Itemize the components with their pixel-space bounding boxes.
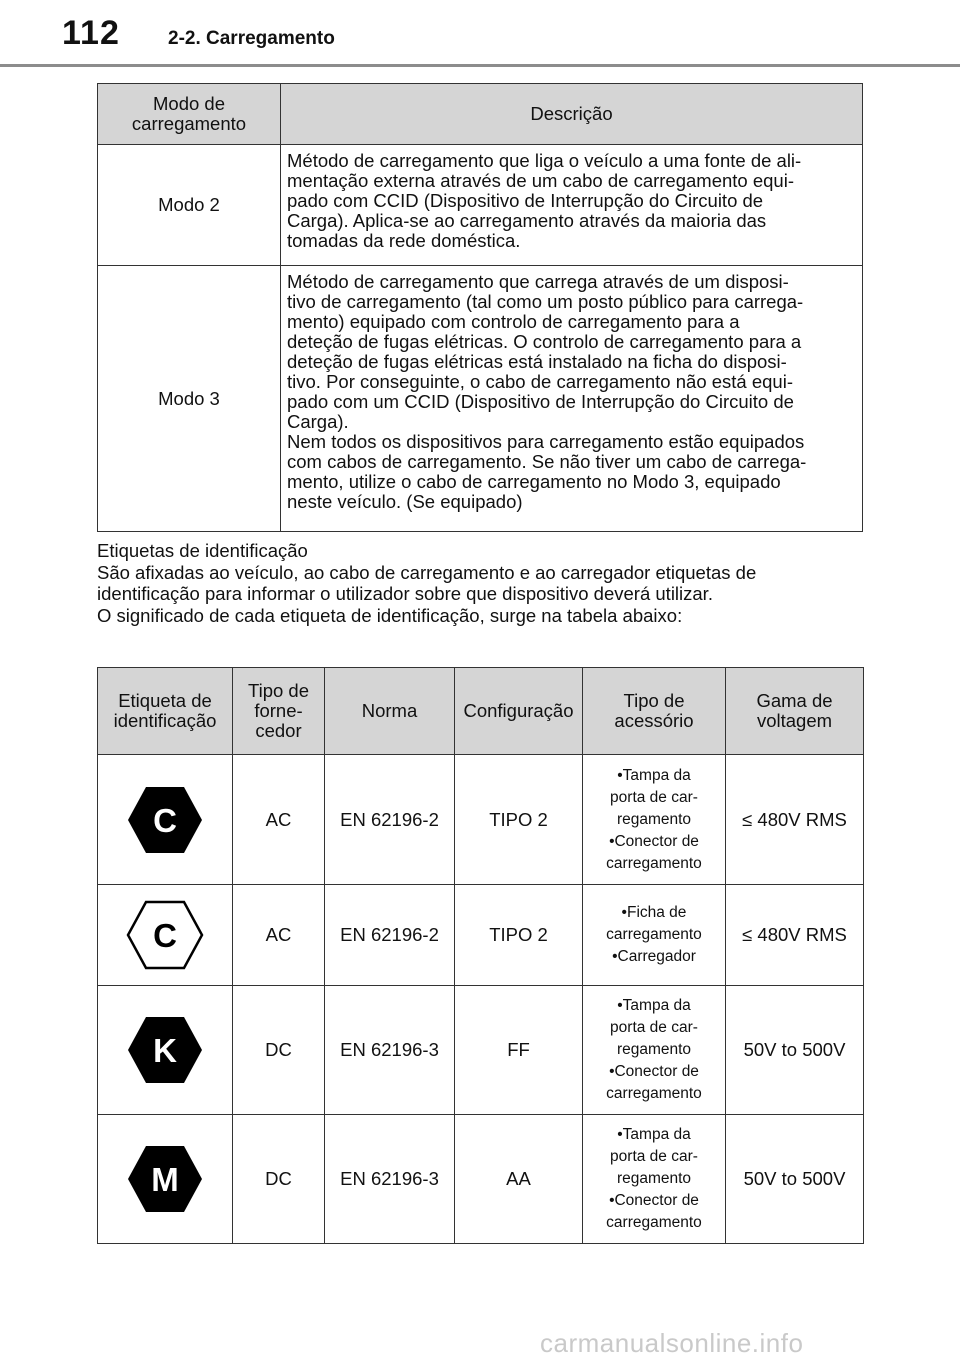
hexagon-filled-m-icon	[126, 1144, 204, 1214]
configuration-cell: AA	[455, 1115, 583, 1244]
svg-text:C: C	[153, 801, 177, 839]
section-title: 2-2. Carregamento	[168, 28, 335, 49]
mode-cell: Modo 3	[98, 266, 281, 532]
identification-labels-paragraph	[97, 540, 877, 626]
voltage-cell: 50V to 500V	[726, 986, 864, 1115]
table-header-row	[98, 84, 863, 145]
column-header-standard: Norma	[325, 668, 455, 755]
description-line: com cabos de carregamento. Se não tiver um cabo de carrega-	[287, 451, 807, 472]
description-line: mentação externa através de um cabo de carregamento equi-	[287, 170, 794, 191]
supply-type-cell: DC	[233, 986, 325, 1115]
configuration-cell: TIPO 2	[455, 885, 583, 986]
voltage-cell: ≤ 480V RMS	[726, 885, 864, 986]
paragraph-line: São afixadas ao veículo, ao cabo de carregamento e ao carregador etiquetas de	[97, 561, 757, 583]
hexagon-filled-k-icon	[126, 1015, 204, 1085]
table-row	[98, 145, 863, 266]
configuration-cell: FF	[455, 986, 583, 1115]
table-row	[98, 1115, 864, 1244]
configuration-cell: TIPO 2	[455, 755, 583, 885]
header-divider	[0, 64, 960, 67]
column-header-description: Descrição	[281, 84, 863, 145]
column-header-accessory-type: Tipo de acessório	[583, 668, 726, 755]
description-line: deteção de fugas elétricas. O controlo de carregamento para a	[287, 331, 802, 352]
standard-cell: EN 62196-3	[325, 1115, 455, 1244]
description-line: Carga).	[287, 411, 349, 432]
hexagon-filled-c-icon	[126, 785, 204, 855]
standard-cell: EN 62196-3	[325, 986, 455, 1115]
accessory-cell: •Tampa da porta de car- regamento •Conector de carregamento	[583, 986, 726, 1115]
charging-mode-table	[97, 83, 863, 532]
standard-cell: EN 62196-2	[325, 885, 455, 986]
paragraph-line: O significado de cada etiqueta de identificação, surge na tabela abaixo:	[97, 604, 683, 626]
paragraph-line: identificação para informar o utilizador sobre que dispositivo deverá utilizar.	[97, 583, 713, 604]
description-line: neste veículo. (Se equipado)	[287, 491, 523, 512]
page-number: 112	[62, 14, 120, 52]
description-cell	[281, 145, 863, 266]
table-row	[98, 986, 864, 1115]
description-line: tomadas da rede doméstica.	[287, 230, 521, 251]
svg-text:C: C	[153, 917, 177, 954]
column-header-configuration: Configuração	[455, 668, 583, 755]
table-header-row	[98, 668, 864, 755]
identification-label-table	[97, 667, 864, 1244]
description-line: Método de carregamento que liga o veículo a uma fonte de ali-	[287, 150, 802, 171]
label-cell	[98, 986, 233, 1115]
table-row	[98, 266, 863, 532]
watermark: carmanualsonline.info	[540, 1328, 804, 1358]
label-cell	[98, 1115, 233, 1244]
label-cell	[98, 885, 233, 986]
mode-cell: Modo 2	[98, 145, 281, 266]
label-cell	[98, 755, 233, 885]
description-line: Nem todos os dispositivos para carregamento estão equipados	[287, 431, 805, 452]
supply-type-cell: AC	[233, 885, 325, 986]
table-row	[98, 885, 864, 986]
paragraph-heading: Etiquetas de identificação	[97, 540, 308, 561]
table-row	[98, 755, 864, 885]
description-line: pado com CCID (Dispositivo de Interrupção do Circuito de	[287, 190, 764, 211]
description-line: mento) equipado com controlo de carregamento para a	[287, 311, 740, 332]
supply-type-cell: AC	[233, 755, 325, 885]
standard-cell: EN 62196-2	[325, 755, 455, 885]
svg-text:K: K	[153, 1032, 177, 1069]
column-header-label: Etiqueta de identificação	[98, 668, 233, 755]
column-header-supply-type: Tipo de forne- cedor	[233, 668, 325, 755]
description-line: Carga). Aplica-se ao carregamento através da maioria das	[287, 210, 767, 231]
accessory-cell: •Tampa da porta de car- regamento •Conector de carregamento	[583, 1115, 726, 1244]
description-line: Método de carregamento que carrega através de um disposi-	[287, 271, 789, 292]
voltage-cell: 50V to 500V	[726, 1115, 864, 1244]
description-line: tivo. Por conseguinte, o cabo de carregamento não está equi-	[287, 371, 793, 392]
description-cell	[281, 266, 863, 532]
column-header-mode: Modo de carregamento	[98, 84, 281, 145]
accessory-cell: •Ficha de carregamento •Carregador	[583, 885, 726, 986]
svg-text:M: M	[151, 1161, 179, 1198]
column-header-voltage-range: Gama de voltagem	[726, 668, 864, 755]
description-line: deteção de fugas elétricas está instalado na ficha do disposi-	[287, 351, 787, 372]
page-header	[0, 0, 960, 70]
hexagon-outline-c-icon	[126, 900, 204, 970]
description-line: pado com um CCID (Dispositivo de Interrupção do Circuito de	[287, 391, 794, 412]
description-line: tivo de carregamento (tal como um posto público para carrega-	[287, 291, 804, 312]
voltage-cell: ≤ 480V RMS	[726, 755, 864, 885]
description-line: mento, utilize o cabo de carregamento no Modo 3, equipado	[287, 471, 781, 492]
accessory-cell: •Tampa da porta de car- regamento •Conector de carregamento	[583, 755, 726, 885]
supply-type-cell: DC	[233, 1115, 325, 1244]
